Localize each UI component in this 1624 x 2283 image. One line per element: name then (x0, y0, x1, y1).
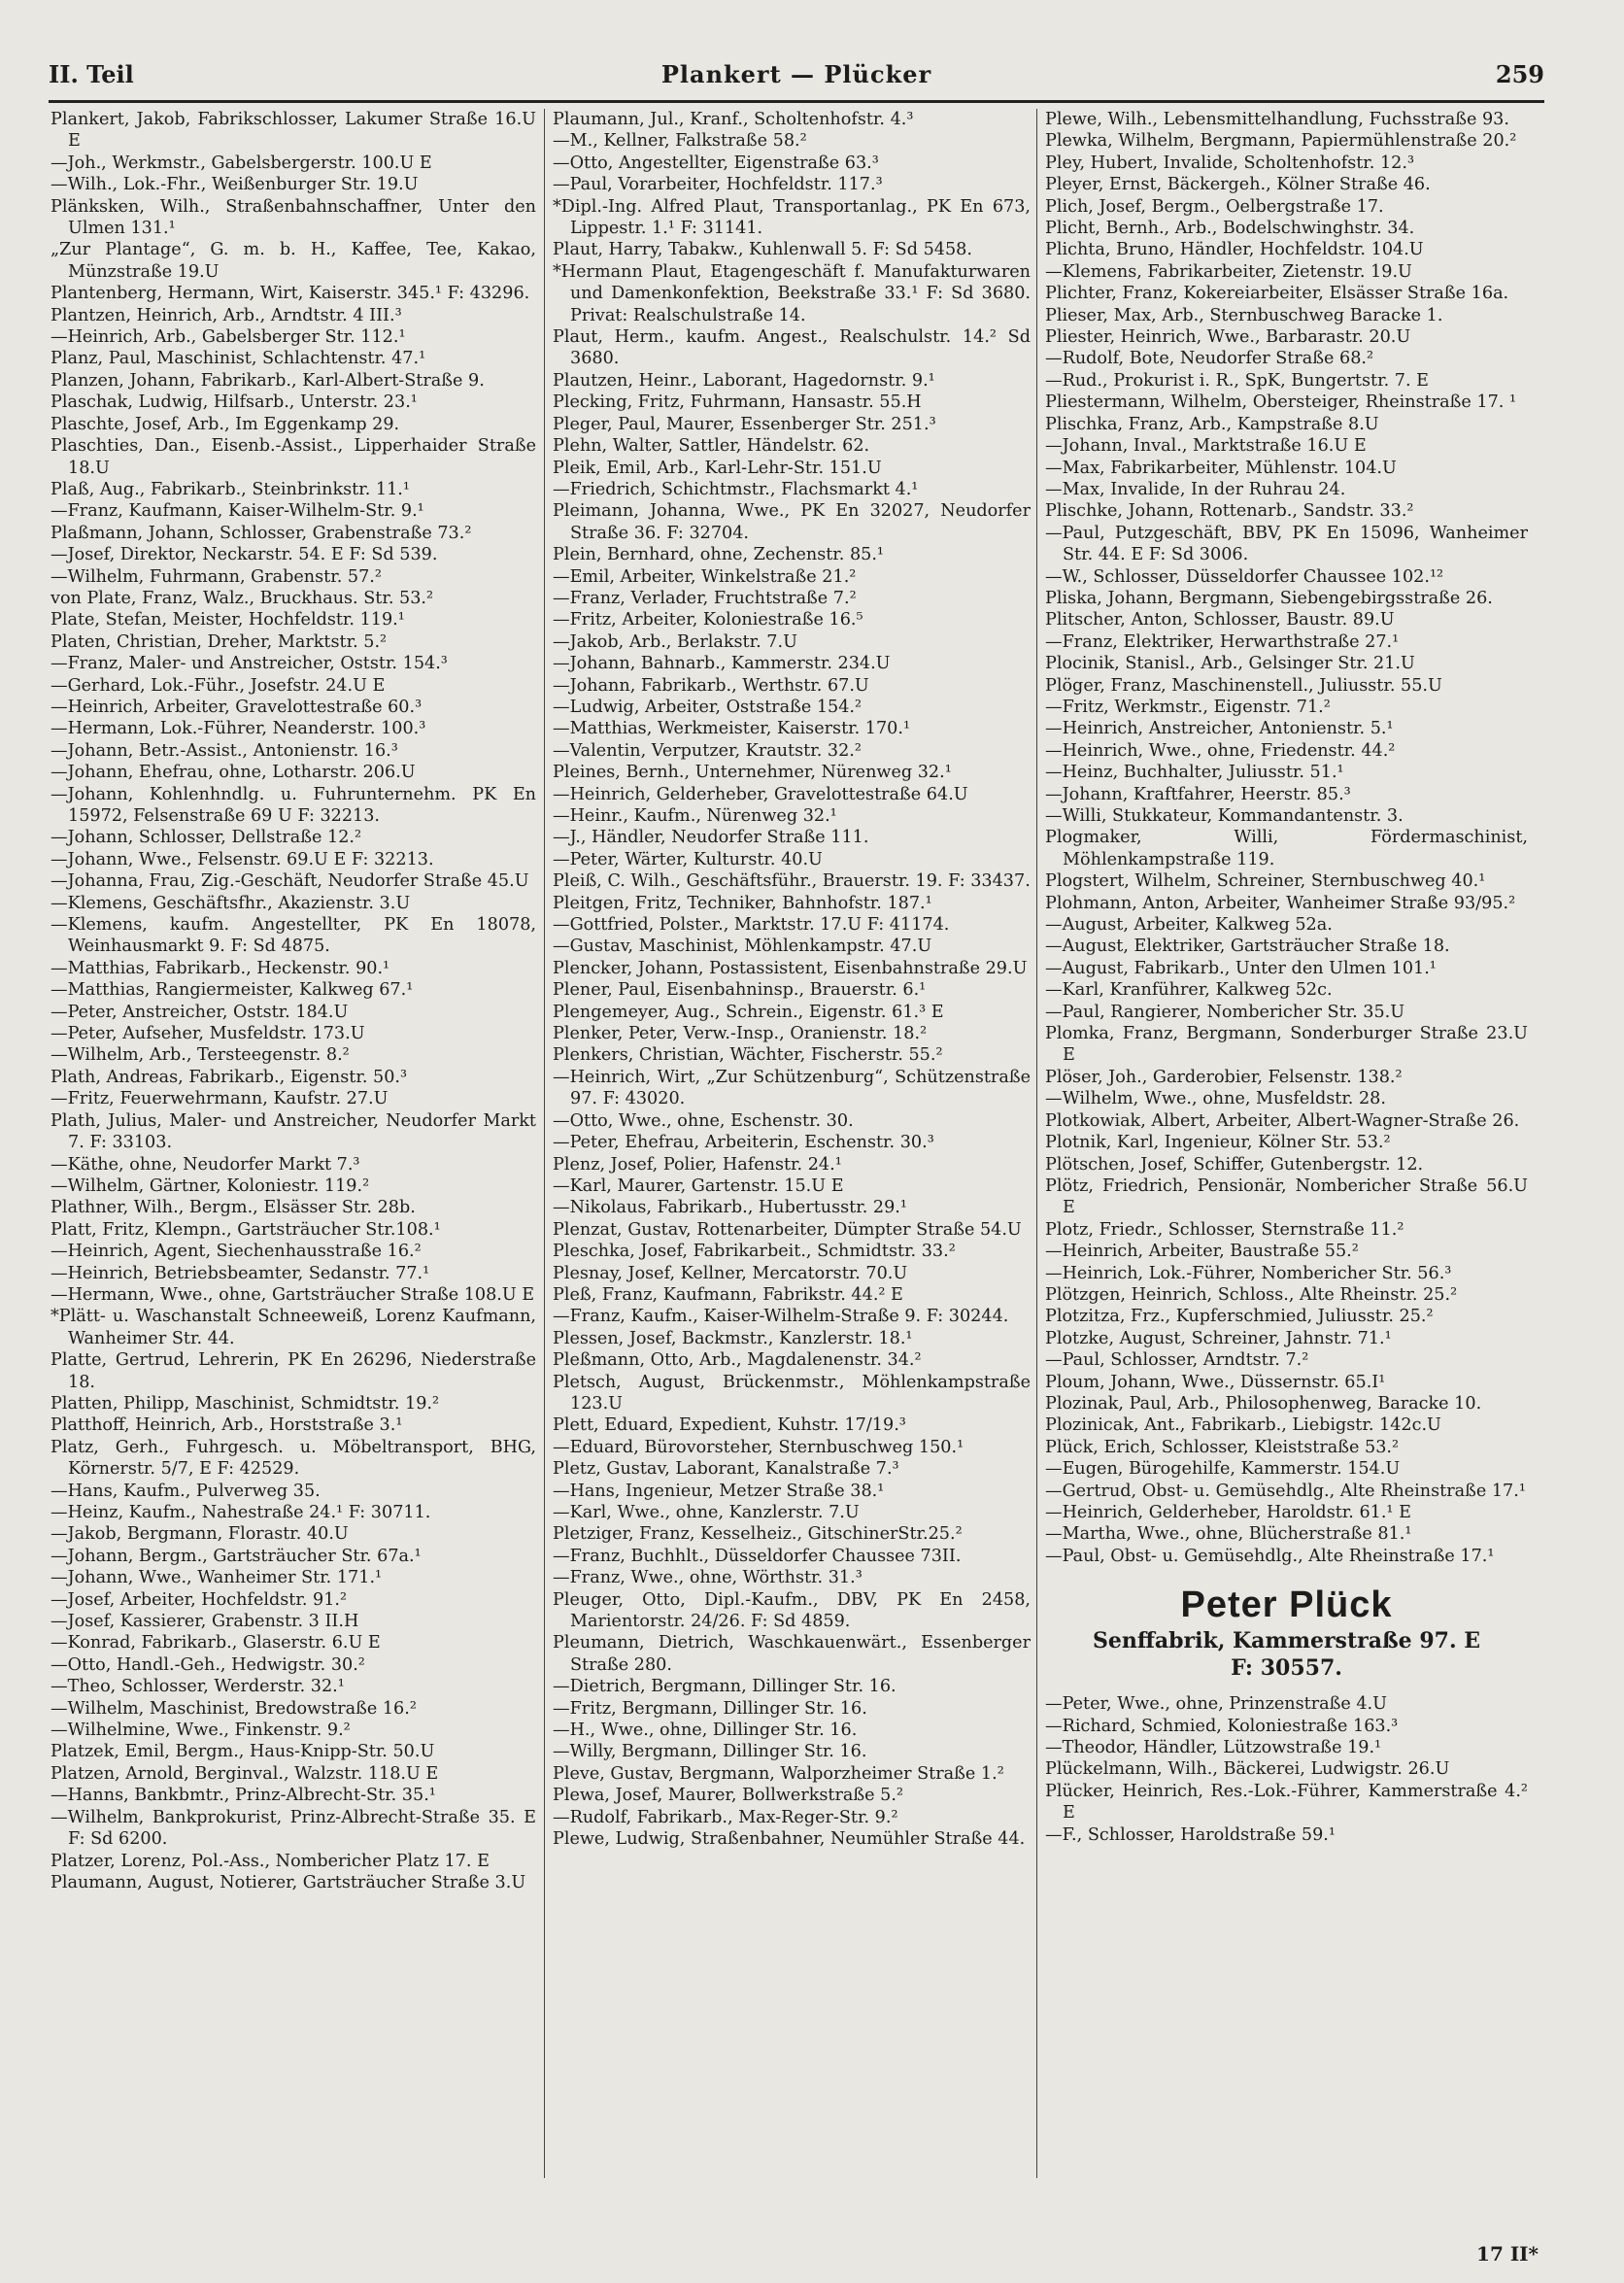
directory-entry: —Hanns, Bankbmtr., Prinz-Albrecht-Str. 35.¹ (51, 1786, 436, 1806)
directory-entry: „Zur Plantage“, G. m. b. H., Kaffee, Tee, Kakao, Münzstraße 19.U (51, 240, 536, 282)
directory-entry: Plich, Josef, Bergm., Oelbergstraße 17. (1045, 196, 1384, 217)
directory-entry: Pleßmann, Otto, Arb., Magdalenenstr. 34.² (553, 1350, 922, 1371)
directory-entry: —Heinrich, Arb., Gabelsberger Str. 112.¹ (51, 327, 406, 348)
directory-entry: —Heinrich, Arbeiter, Baustraße 55.² (1045, 1242, 1359, 1262)
directory-entry: Plücker, Heinrich, Res.-Lok.-Führer, Kammerstraße 4.² E (1045, 1781, 1528, 1823)
ad-name: Peter Plück (1180, 1584, 1393, 1626)
directory-entry: —Eugen, Bürogehilfe, Kammerstr. 154.U (1045, 1459, 1401, 1480)
directory-entry: —Franz, Maler- und Anstreicher, Oststr. 154.³ (51, 654, 448, 674)
directory-entry: —Paul, Obst- u. Gemüsehdlg., Alte Rheinstraße 17.¹ (1045, 1546, 1495, 1566)
directory-entry: —Ludwig, Arbeiter, Oststraße 154.² (553, 697, 863, 717)
directory-entry: —August, Elektriker, Gartsträucher Straße 18. (1045, 937, 1450, 957)
directory-entry: Pleß, Franz, Kaufmann, Fabrikstr. 44.² E (553, 1284, 903, 1305)
directory-entry: Plaumann, Jul., Kranf., Scholtenhofstr. 4.³ (553, 110, 914, 129)
directory-entry: Plogmaker, Willi, Fördermaschinist, Möhlenkampstraße 119. (1045, 828, 1528, 869)
directory-entry: —Max, Invalide, In der Ruhrau 24. (1045, 479, 1346, 499)
directory-entry: Plate, Stefan, Meister, Hochfeldstr. 119.¹ (51, 610, 405, 630)
directory-entry: —Peter, Anstreicher, Oststr. 184.U (51, 1002, 349, 1022)
directory-entry: Platen, Christian, Dreher, Marktstr. 5.² (51, 631, 388, 652)
directory-entry: Plett, Eduard, Expedient, Kuhstr. 17/19.³ (553, 1415, 906, 1436)
directory-entry: —Wilhelmine, Wwe., Finkenstr. 9.² (51, 1721, 351, 1741)
directory-entry: —Klemens, kaufm. Angestellter, PK En 18078, Weinhausmarkt 9. F: Sd 4875. (51, 915, 536, 957)
directory-entry: —Johanna, Frau, Zig.-Geschäft, Neudorfer Straße 45.U (51, 871, 529, 892)
directory-entry: —Matthias, Fabrikarb., Heckenstr. 90.¹ (51, 958, 390, 978)
directory-entry: Plück, Erich, Schlosser, Kleiststraße 53.² (1045, 1437, 1400, 1457)
column-1 (51, 109, 536, 2178)
directory-entry: Pleiß, C. Wilh., Geschäftsführ., Brauerstr. 19. F: 33437. (553, 871, 1031, 892)
directory-entry: Pliska, Johann, Bergmann, Siebengebirgsstraße 26. (1045, 588, 1493, 608)
directory-entry: —Peter, Wwe., ohne, Prinzenstraße 4.U (1045, 1694, 1387, 1715)
directory-entry: Plankert, Jakob, Fabrikschlosser, Lakumer Straße 16.U E (51, 110, 536, 152)
directory-entry: —Dietrich, Bergmann, Dillinger Str. 16. (553, 1677, 897, 1697)
directory-entry: —Heinrich, Anstreicher, Antonienstr. 5.¹ (1045, 719, 1394, 739)
directory-entry: —Hans, Ingenieur, Metzer Straße 38.¹ (553, 1481, 885, 1501)
directory-entry: —Wilh., Lok.-Fhr., Weißenburger Str. 19.U (51, 175, 419, 195)
directory-entry: —August, Arbeiter, Kalkweg 52a. (1045, 915, 1333, 936)
directory-entry: —Franz, Elektriker, Herwarthstraße 27.¹ (1045, 631, 1400, 652)
directory-entry: von Plate, Franz, Walz., Bruckhaus. Str. 53.² (51, 588, 434, 608)
directory-entry: Ploum, Johann, Wwe., Düssernstr. 65.I¹ (1045, 1372, 1386, 1392)
directory-entry: Plenzat, Gustav, Rottenarbeiter, Dümpter Straße 54.U (553, 1219, 1022, 1240)
directory-entry: —Josef, Arbeiter, Hochfeldstr. 91.² (51, 1589, 348, 1610)
directory-entry: —Heinrich, Betriebsbeamter, Sedanstr. 77.¹ (51, 1263, 430, 1283)
running-head: Plankert — Plücker (660, 60, 932, 88)
directory-entry: —Karl, Wwe., ohne, Kanzlerstr. 7.U (553, 1503, 860, 1522)
directory-entry: —Johann, Kohlenhndlg. u. Fuhrunternehm. PK En 15972, Felsenstraße 69 U F: 32213. (51, 784, 536, 826)
directory-entry: —Johann, Kraftfahrer, Heerstr. 85.³ (1045, 784, 1351, 804)
directory-entry: Plesnay, Josef, Kellner, Mercatorstr. 70.U (553, 1263, 908, 1283)
directory-entry: —Richard, Schmied, Koloniestraße 163.³ (1045, 1716, 1399, 1736)
directory-entry: —Johann, Betr.-Assist., Antonienstr. 16.³ (51, 740, 398, 761)
directory-entry: Plitscher, Anton, Schlosser, Baustr. 89.U (1045, 610, 1395, 630)
directory-entry: —Josef, Direktor, Neckarstr. 54. E F: Sd 539. (51, 545, 438, 565)
directory-entry: —Otto, Wwe., ohne, Eschenstr. 30. (553, 1110, 854, 1131)
directory-entry: Pliestermann, Wilhelm, Obersteiger, Rheinstraße 17. ¹ (1045, 392, 1517, 413)
directory-entry: Plaschties, Dan., Eisenb.-Assist., Lipperhaider Straße 18.U (51, 436, 536, 478)
directory-entry: Plogstert, Wilhelm, Schreiner, Sternbuschweg 40.¹ (1045, 871, 1486, 892)
directory-entry: Plath, Julius, Maler- und Anstreicher, Neudorfer Markt 7. F: 33103. (51, 1110, 536, 1153)
directory-entry: Plaschak, Ludwig, Hilfsarb., Unterstr. 23.¹ (51, 392, 418, 413)
directory-entry: Pleschka, Josef, Fabrikarbeit., Schmidtstr. 33.² (553, 1242, 956, 1262)
directory-entry: —Joh., Werkmstr., Gabelsbergerstr. 100.U E (51, 153, 432, 173)
directory-entry: —Willy, Bergmann, Dillinger Str. 16. (553, 1742, 867, 1762)
directory-entry: —Peter, Wärter, Kulturstr. 40.U (553, 849, 823, 869)
section-label: II. Teil (49, 60, 134, 88)
directory-entry: Platte, Gertrud, Lehrerin, PK En 26296, Niederstraße 18. (51, 1350, 536, 1392)
directory-entry: Plaßmann, Johann, Schlosser, Grabenstraße 73.² (51, 523, 472, 543)
directory-entry: Plocinik, Stanisl., Arb., Gelsinger Str. 21.U (1045, 654, 1415, 674)
directory-entry: —Willi, Stukkateur, Kommandantenstr. 3. (1045, 806, 1404, 826)
directory-entry: —Gottfried, Polster., Marktstr. 17.U F: 41174. (553, 915, 950, 936)
directory-entry: —F., Schlosser, Haroldstraße 59.¹ (1045, 1824, 1336, 1845)
directory-entry: Plischke, Johann, Rottenarb., Sandstr. 33.² (1045, 501, 1414, 522)
directory-entry: Plaut, Herm., kaufm. Angest., Realschulstr. 14.² Sd 3680. (553, 327, 1031, 369)
directory-entry: Plathner, Wilh., Bergm., Elsässer Str. 28b. (51, 1198, 416, 1218)
directory-entry: —Johann, Bergm., Gartsträucher Str. 67a.¹ (51, 1546, 422, 1566)
directory-entry: —Heinrich, Lok.-Führer, Nombericher Str. 56.³ (1045, 1263, 1452, 1283)
directory-entry: —Franz, Verlader, Fruchtstraße 7.² (553, 588, 857, 608)
directory-entry: —Emil, Arbeiter, Winkelstraße 21.² (553, 566, 857, 587)
directory-entry: Plötschen, Josef, Schiffer, Gutenbergstr. 12. (1045, 1154, 1424, 1175)
directory-entry: Planzen, Johann, Fabrikarb., Karl-Albert-Straße 9. (51, 370, 485, 391)
directory-entry: Pleik, Emil, Arb., Karl-Lehr-Str. 151.U (553, 458, 882, 478)
directory-entry: —Wilhelm, Gärtner, Koloniestr. 119.² (51, 1176, 370, 1196)
directory-entry: —Rudolf, Fabrikarb., Max-Reger-Str. 9.² (553, 1807, 898, 1827)
directory-entry: Plötz, Friedrich, Pensionär, Nombericher Straße 56.U E (1045, 1176, 1528, 1218)
directory-entry: Pleuger, Otto, Dipl.-Kaufm., DBV, PK En 2458, Marientorstr. 24/26. F: Sd 4859. (553, 1589, 1031, 1632)
directory-entry: —Gerhard, Lok.-Führ., Josefstr. 24.U E (51, 675, 386, 696)
directory-entry: Plaß, Aug., Fabrikarb., Steinbrinkstr. 11.¹ (51, 479, 410, 499)
directory-entry: Plautzen, Heinr., Laborant, Hagedornstr. 9.¹ (553, 370, 935, 391)
directory-entry: —Matthias, Rangiermeister, Kalkweg 67.¹ (51, 980, 414, 1001)
directory-entry: —Fritz, Arbeiter, Koloniestraße 16.⁵ (553, 610, 863, 630)
directory-entry: *Hermann Plaut, Etagengeschäft f. Manufakturwaren und Damenkonfektion, Beekstraße 33.¹ F: Sd 3680. Privat: Realschulstraße 14. (553, 261, 1031, 325)
directory-entry: —Gertrud, Obst- u. Gemüsehdlg., Alte Rheinstraße 17.¹ (1045, 1481, 1526, 1501)
directory-entry: Plengemeyer, Aug., Schrein., Eigenstr. 61.³ E (553, 1002, 944, 1022)
signature-mark: 17 II* (1476, 2242, 1539, 2266)
directory-entry: Plänksken, Wilh., Straßenbahnschaffner, Unter den Ulmen 131.¹ (51, 196, 536, 239)
directory-entry: —Peter, Ehefrau, Arbeiterin, Eschenstr. 30.³ (553, 1133, 934, 1153)
directory-entry: —Johann, Wwe., Wanheimer Str. 171.¹ (51, 1568, 383, 1588)
directory-entry: Plomka, Franz, Bergmann, Sonderburger Straße 23.U E (1045, 1024, 1528, 1066)
directory-entry: Pletsch, August, Brückenmstr., Möhlenkampstraße 123.U (553, 1372, 1031, 1414)
directory-entry: —Jakob, Bergmann, Florastr. 40.U (51, 1524, 349, 1545)
directory-entry: Platzer, Lorenz, Pol.-Ass., Nombericher Platz 17. E (51, 1851, 490, 1871)
directory-entry: —Heinrich, Wwe., ohne, Friedenstr. 44.² (1045, 740, 1396, 761)
directory-entry: —Fritz, Werkmstr., Eigenstr. 71.² (1045, 697, 1331, 717)
directory-entry: Plener, Paul, Eisenbahninsp., Brauerstr. 6.¹ (553, 980, 927, 1001)
directory-entry: —Paul, Putzgeschäft, BBV, PK En 15096, Wanheimer Str. 44. E F: Sd 3006. (1045, 523, 1528, 565)
directory-entry: Plichta, Bruno, Händler, Hochfeldstr. 104.U (1045, 240, 1424, 260)
directory-entry: —W., Schlosser, Düsseldorfer Chaussee 102.¹² (1045, 566, 1444, 587)
directory-entry: —Heinrich, Arbeiter, Gravelottestraße 60.³ (51, 697, 423, 717)
directory-entry: —Klemens, Fabrikarbeiter, Zietenstr. 19.U (1045, 261, 1412, 282)
directory-entry: Plein, Bernhard, ohne, Zechenstr. 85.¹ (553, 545, 884, 565)
directory-entry: —Heinrich, Gelderheber, Gravelottestraße 64.U (553, 784, 968, 804)
directory-entry: —Franz, Kaufmann, Kaiser-Wilhelm-Str. 9.¹ (51, 501, 424, 522)
directory-entry: —Johann, Inval., Marktstraße 16.U E (1045, 436, 1367, 457)
directory-entry: Plozinicak, Ant., Fabrikarb., Liebigstr. 142c.U (1045, 1415, 1441, 1436)
directory-entry: —Theodor, Händler, Lützowstraße 19.¹ (1045, 1738, 1382, 1758)
directory-entry: Plöser, Joh., Garderobier, Felsenstr. 138.² (1045, 1067, 1403, 1087)
directory-entry: —Theo, Schlosser, Werderstr. 32.¹ (51, 1677, 345, 1697)
directory-entry: —Käthe, ohne, Neudorfer Markt 7.³ (51, 1154, 360, 1175)
directory-entry: Plaut, Harry, Tabakw., Kuhlenwall 5. F: Sd 5458. (553, 240, 972, 260)
directory-entry: —Karl, Kranführer, Kalkweg 52c. (1045, 980, 1333, 1001)
directory-entry: Plöger, Franz, Maschinenstell., Juliusstr. 55.U (1045, 675, 1442, 696)
directory-entry: —Peter, Aufseher, Musfeldstr. 173.U (51, 1024, 365, 1044)
directory-entry: —Johann, Bahnarb., Kammerstr. 234.U (553, 654, 891, 674)
directory-entry: Pleitgen, Fritz, Techniker, Bahnhofstr. 187.¹ (553, 893, 932, 913)
directory-entry: —Rud., Prokurist i. R., SpK, Bungertstr. 7. E (1045, 370, 1429, 391)
directory-entry: —Otto, Handl.-Geh., Hedwigstr. 30.² (51, 1654, 365, 1675)
directory-entry: —Wilhelm, Bankprokurist, Prinz-Albrecht-Straße 35. E F: Sd 6200. (51, 1807, 536, 1850)
directory-entry: Platten, Philipp, Maschinist, Schmidtstr. 19.² (51, 1393, 440, 1414)
directory-entry: —Gustav, Maschinist, Möhlenkampstr. 47.U (553, 937, 932, 957)
directory-entry: Platthoff, Heinrich, Arb., Horststraße 3.¹ (51, 1415, 403, 1436)
directory-entry: Pleve, Gustav, Bergmann, Walporzheimer Straße 1.² (553, 1763, 1004, 1784)
directory-entry: —Heinr., Kaufm., Nürenweg 32.¹ (553, 806, 837, 826)
directory-entry: Plenz, Josef, Polier, Hafenstr. 24.¹ (553, 1154, 842, 1175)
directory-entry: Plotzke, August, Schreiner, Jahnstr. 71.¹ (1045, 1328, 1392, 1348)
directory-entry: —Fritz, Bergmann, Dillinger Str. 16. (553, 1698, 867, 1719)
directory-entry: Plischka, Franz, Arb., Kampstraße 8.U (1045, 414, 1379, 434)
directory-entry: Plenker, Peter, Verw.-Insp., Oranienstr. 18.² (553, 1024, 928, 1044)
directory-entry: —Paul, Vorarbeiter, Hochfeldstr. 117.³ (553, 175, 883, 195)
directory-entry: Plenkers, Christian, Wächter, Fischerstr. 55.² (553, 1045, 943, 1066)
directory-entry: Plotkowiak, Albert, Arbeiter, Albert-Wagner-Straße 26. (1045, 1110, 1520, 1131)
directory-entry: —Johann, Wwe., Felsenstr. 69.U E F: 32213. (51, 849, 434, 869)
header-rule (49, 100, 1544, 103)
directory-entry: *Dipl.-Ing. Alfred Plaut, Transportanlag., PK En 673, Lippestr. 1.¹ F: 31141. (553, 196, 1031, 239)
directory-entry: —Martha, Wwe., ohne, Blücherstraße 81.¹ (1045, 1524, 1412, 1545)
directory-entry: Plotzitza, Frz., Kupferschmied, Juliusstr. 25.² (1045, 1307, 1434, 1327)
directory-entry: Plozinak, Paul, Arb., Philosophenweg, Baracke 10. (1045, 1393, 1482, 1414)
directory-entry: Pleyer, Ernst, Bäckergeh., Kölner Straße 46. (1045, 175, 1431, 195)
directory-entry: —Heinz, Buchhalter, Juliusstr. 51.¹ (1045, 763, 1344, 783)
ad-address: Senffabrik, Kammerstraße 97. E (1092, 1628, 1481, 1654)
directory-entry: —Valentin, Verputzer, Krautstr. 32.² (553, 740, 862, 761)
directory-entry: Plotz, Friedr., Schlosser, Sternstraße 11.² (1045, 1219, 1404, 1240)
directory-entry: —Franz, Kaufm., Kaiser-Wilhelm-Straße 9. F: 30244. (553, 1307, 1009, 1327)
directory-entry: —Rudolf, Bote, Neudorfer Straße 68.² (1045, 349, 1374, 369)
directory-entry: *Plätt- u. Waschanstalt Schneeweiß, Lorenz Kaufmann, Wanheimer Str. 44. (51, 1307, 536, 1348)
directory-entry: —Hans, Kaufm., Pulverweg 35. (51, 1481, 321, 1501)
directory-entry: —Franz, Buchhlt., Düsseldorfer Chaussee 73II. (553, 1546, 962, 1566)
directory-entry: Pleines, Bernh., Unternehmer, Nürenweg 32.¹ (553, 763, 952, 783)
directory-entry: Pley, Hubert, Invalide, Scholtenhofstr. 12.³ (1045, 153, 1414, 173)
directory-entry: Plencker, Johann, Postassistent, Eisenbahnstraße 29.U (553, 958, 1028, 978)
advertisement-block (1045, 1583, 1528, 1682)
directory-entry: Plötzgen, Heinrich, Schloss., Alte Rheinstr. 25.² (1045, 1284, 1458, 1305)
directory-entry: —Max, Fabrikarbeiter, Mühlenstr. 104.U (1045, 458, 1397, 478)
directory-entry: —Paul, Schlosser, Arndtstr. 7.² (1045, 1350, 1309, 1371)
directory-entry: Platzek, Emil, Bergm., Haus-Knipp-Str. 50.U (51, 1742, 435, 1762)
directory-entry: Plaumann, August, Notierer, Gartsträucher Straße 3.U (51, 1872, 526, 1892)
directory-entry: Plehn, Walter, Sattler, Händelstr. 62. (553, 436, 870, 457)
directory-entry: Platzen, Arnold, Berginval., Walzstr. 118.U E (51, 1763, 439, 1784)
directory-entry: Plotnik, Karl, Ingenieur, Kölner Str. 53.² (1045, 1133, 1391, 1153)
directory-entry: Plieser, Max, Arb., Sternbuschweg Baracke 1. (1045, 305, 1443, 325)
page-number: 259 (1495, 60, 1544, 88)
directory-entry: Plantzen, Heinrich, Arb., Arndtstr. 4 III.³ (51, 305, 402, 325)
directory-entry: —Friedrich, Schichtmstr., Flachsmarkt 4.¹ (553, 479, 919, 499)
directory-entry: Pleger, Paul, Maurer, Essenberger Str. 251.³ (553, 414, 936, 434)
directory-entry: Plicht, Bernh., Arb., Bodelschwinghstr. 34. (1045, 219, 1415, 239)
directory-entry: —Karl, Maurer, Gartenstr. 15.U E (553, 1176, 844, 1196)
directory-entry: Plewa, Josef, Maurer, Bollwerkstraße 5.² (553, 1786, 903, 1806)
column-2 (544, 109, 1031, 2178)
directory-entry: —Klemens, Geschäftsfhr., Akazienstr. 3.U (51, 893, 411, 913)
directory-entry: Plohmann, Anton, Arbeiter, Wanheimer Straße 93/95.² (1045, 893, 1516, 913)
directory-entry: —Heinrich, Agent, Siechenhausstraße 16.² (51, 1242, 422, 1262)
directory-entry: —Heinrich, Wirt, „Zur Schützenburg“, Schützenstraße 97. F: 43020. (553, 1067, 1031, 1109)
directory-entry: Platz, Gerh., Fuhrgesch. u. Möbeltransport, BHG, Körnerstr. 5/7, E F: 42529. (51, 1437, 536, 1480)
directory-entry: Pletziger, Franz, Kesselheiz., GitschinerStr.25.² (553, 1524, 963, 1545)
directory-entry: —Heinrich, Gelderheber, Haroldstr. 61.¹ E (1045, 1503, 1411, 1522)
directory-entry: —Wilhelm, Arb., Tersteegenstr. 8.² (51, 1045, 350, 1066)
directory-entry: —J., Händler, Neudorfer Straße 111. (553, 828, 869, 848)
directory-entry: —Hermann, Wwe., ohne, Gartsträucher Straße 108.U E (51, 1284, 535, 1305)
directory-entry: —M., Kellner, Falkstraße 58.² (553, 131, 807, 152)
page-header (49, 60, 1544, 99)
directory-entry: —H., Wwe., ohne, Dillinger Str. 16. (553, 1721, 858, 1741)
directory-entry: —Otto, Angestellter, Eigenstraße 63.³ (553, 153, 879, 173)
directory-entry: Platt, Fritz, Klempn., Gartsträucher Str.108.¹ (51, 1219, 441, 1240)
directory-entry: Plaschte, Josef, Arb., Im Eggenkamp 29. (51, 414, 400, 434)
directory-entry: —Konrad, Fabrikarb., Glaserstr. 6.U E (51, 1633, 381, 1653)
directory-entry: Plewe, Ludwig, Straßenbahner, Neumühler Straße 44. (553, 1829, 1026, 1850)
directory-entry: —Fritz, Feuerwehrmann, Kaufstr. 27.U (51, 1089, 389, 1109)
directory-entry: Plichter, Franz, Kokereiarbeiter, Elsässer Straße 16a. (1045, 284, 1509, 304)
directory-entry: Planz, Paul, Maschinist, Schlachtenstr. 47.¹ (51, 349, 426, 369)
directory-entry: Plath, Andreas, Fabrikarb., Eigenstr. 50.³ (51, 1067, 408, 1087)
ad-phone: F: 30557. (1231, 1655, 1342, 1682)
directory-entry: —Franz, Wwe., ohne, Wörthstr. 31.³ (553, 1568, 863, 1588)
directory-entry: —Nikolaus, Fabrikarb., Hubertusstr. 29.¹ (553, 1198, 907, 1218)
directory-entry: Pleumann, Dietrich, Waschkauenwärt., Essenberger Straße 280. (553, 1633, 1031, 1675)
directory-entry: Plessen, Josef, Backmstr., Kanzlerstr. 18.¹ (553, 1328, 913, 1348)
directory-entry: —August, Fabrikarb., Unter den Ulmen 101.¹ (1045, 958, 1437, 978)
directory-entry: —Matthias, Werkmeister, Kaiserstr. 170.¹ (553, 719, 911, 739)
directory-entry: —Hermann, Lok.-Führer, Neanderstr. 100.³ (51, 719, 426, 739)
directory-entry: —Heinz, Kaufm., Nahestraße 24.¹ F: 30711. (51, 1503, 431, 1522)
directory-entry: Plückelmann, Wilh., Bäckerei, Ludwigstr. 26.U (1045, 1759, 1450, 1780)
directory-entry: Plewe, Wilh., Lebensmittelhandlung, Fuchsstraße 93. (1045, 110, 1509, 129)
directory-entry: —Eduard, Bürovorsteher, Sternbuschweg 150.¹ (553, 1437, 964, 1457)
directory-entry: Plantenberg, Hermann, Wirt, Kaiserstr. 345.¹ F: 43296. (51, 284, 530, 304)
directory-entry: —Johann, Schlosser, Dellstraße 12.² (51, 828, 362, 848)
directory-entry: —Paul, Rangierer, Nombericher Str. 35.U (1045, 1002, 1405, 1022)
directory-entry: —Wilhelm, Fuhrmann, Grabenstr. 57.² (51, 566, 382, 587)
column-3 (1036, 109, 1528, 2178)
directory-entry: Plewka, Wilhelm, Bergmann, Papiermühlenstraße 20.² (1045, 131, 1517, 152)
directory-entry: —Wilhelm, Maschinist, Bredowstraße 16.² (51, 1698, 417, 1719)
directory-entry: —Johann, Ehefrau, ohne, Lotharstr. 206.U (51, 763, 416, 783)
directory-entry: Pletz, Gustav, Laborant, Kanalstraße 7.³ (553, 1459, 899, 1480)
directory-entry: —Johann, Fabrikarb., Werthstr. 67.U (553, 675, 869, 696)
directory-entry: —Jakob, Arb., Berlakstr. 7.U (553, 631, 797, 652)
directory-entry: —Josef, Kassierer, Grabenstr. 3 II.H (51, 1612, 359, 1632)
directory-entry: Plecking, Fritz, Fuhrmann, Hansastr. 55.H (553, 392, 922, 413)
directory-entry: Pliester, Heinrich, Wwe., Barbarastr. 20.U (1045, 327, 1411, 348)
directory-entry: Pleimann, Johanna, Wwe., PK En 32027, Neudorfer Straße 36. F: 32704. (553, 501, 1031, 543)
directory-entry: —Wilhelm, Wwe., ohne, Musfeldstr. 28. (1045, 1089, 1386, 1109)
